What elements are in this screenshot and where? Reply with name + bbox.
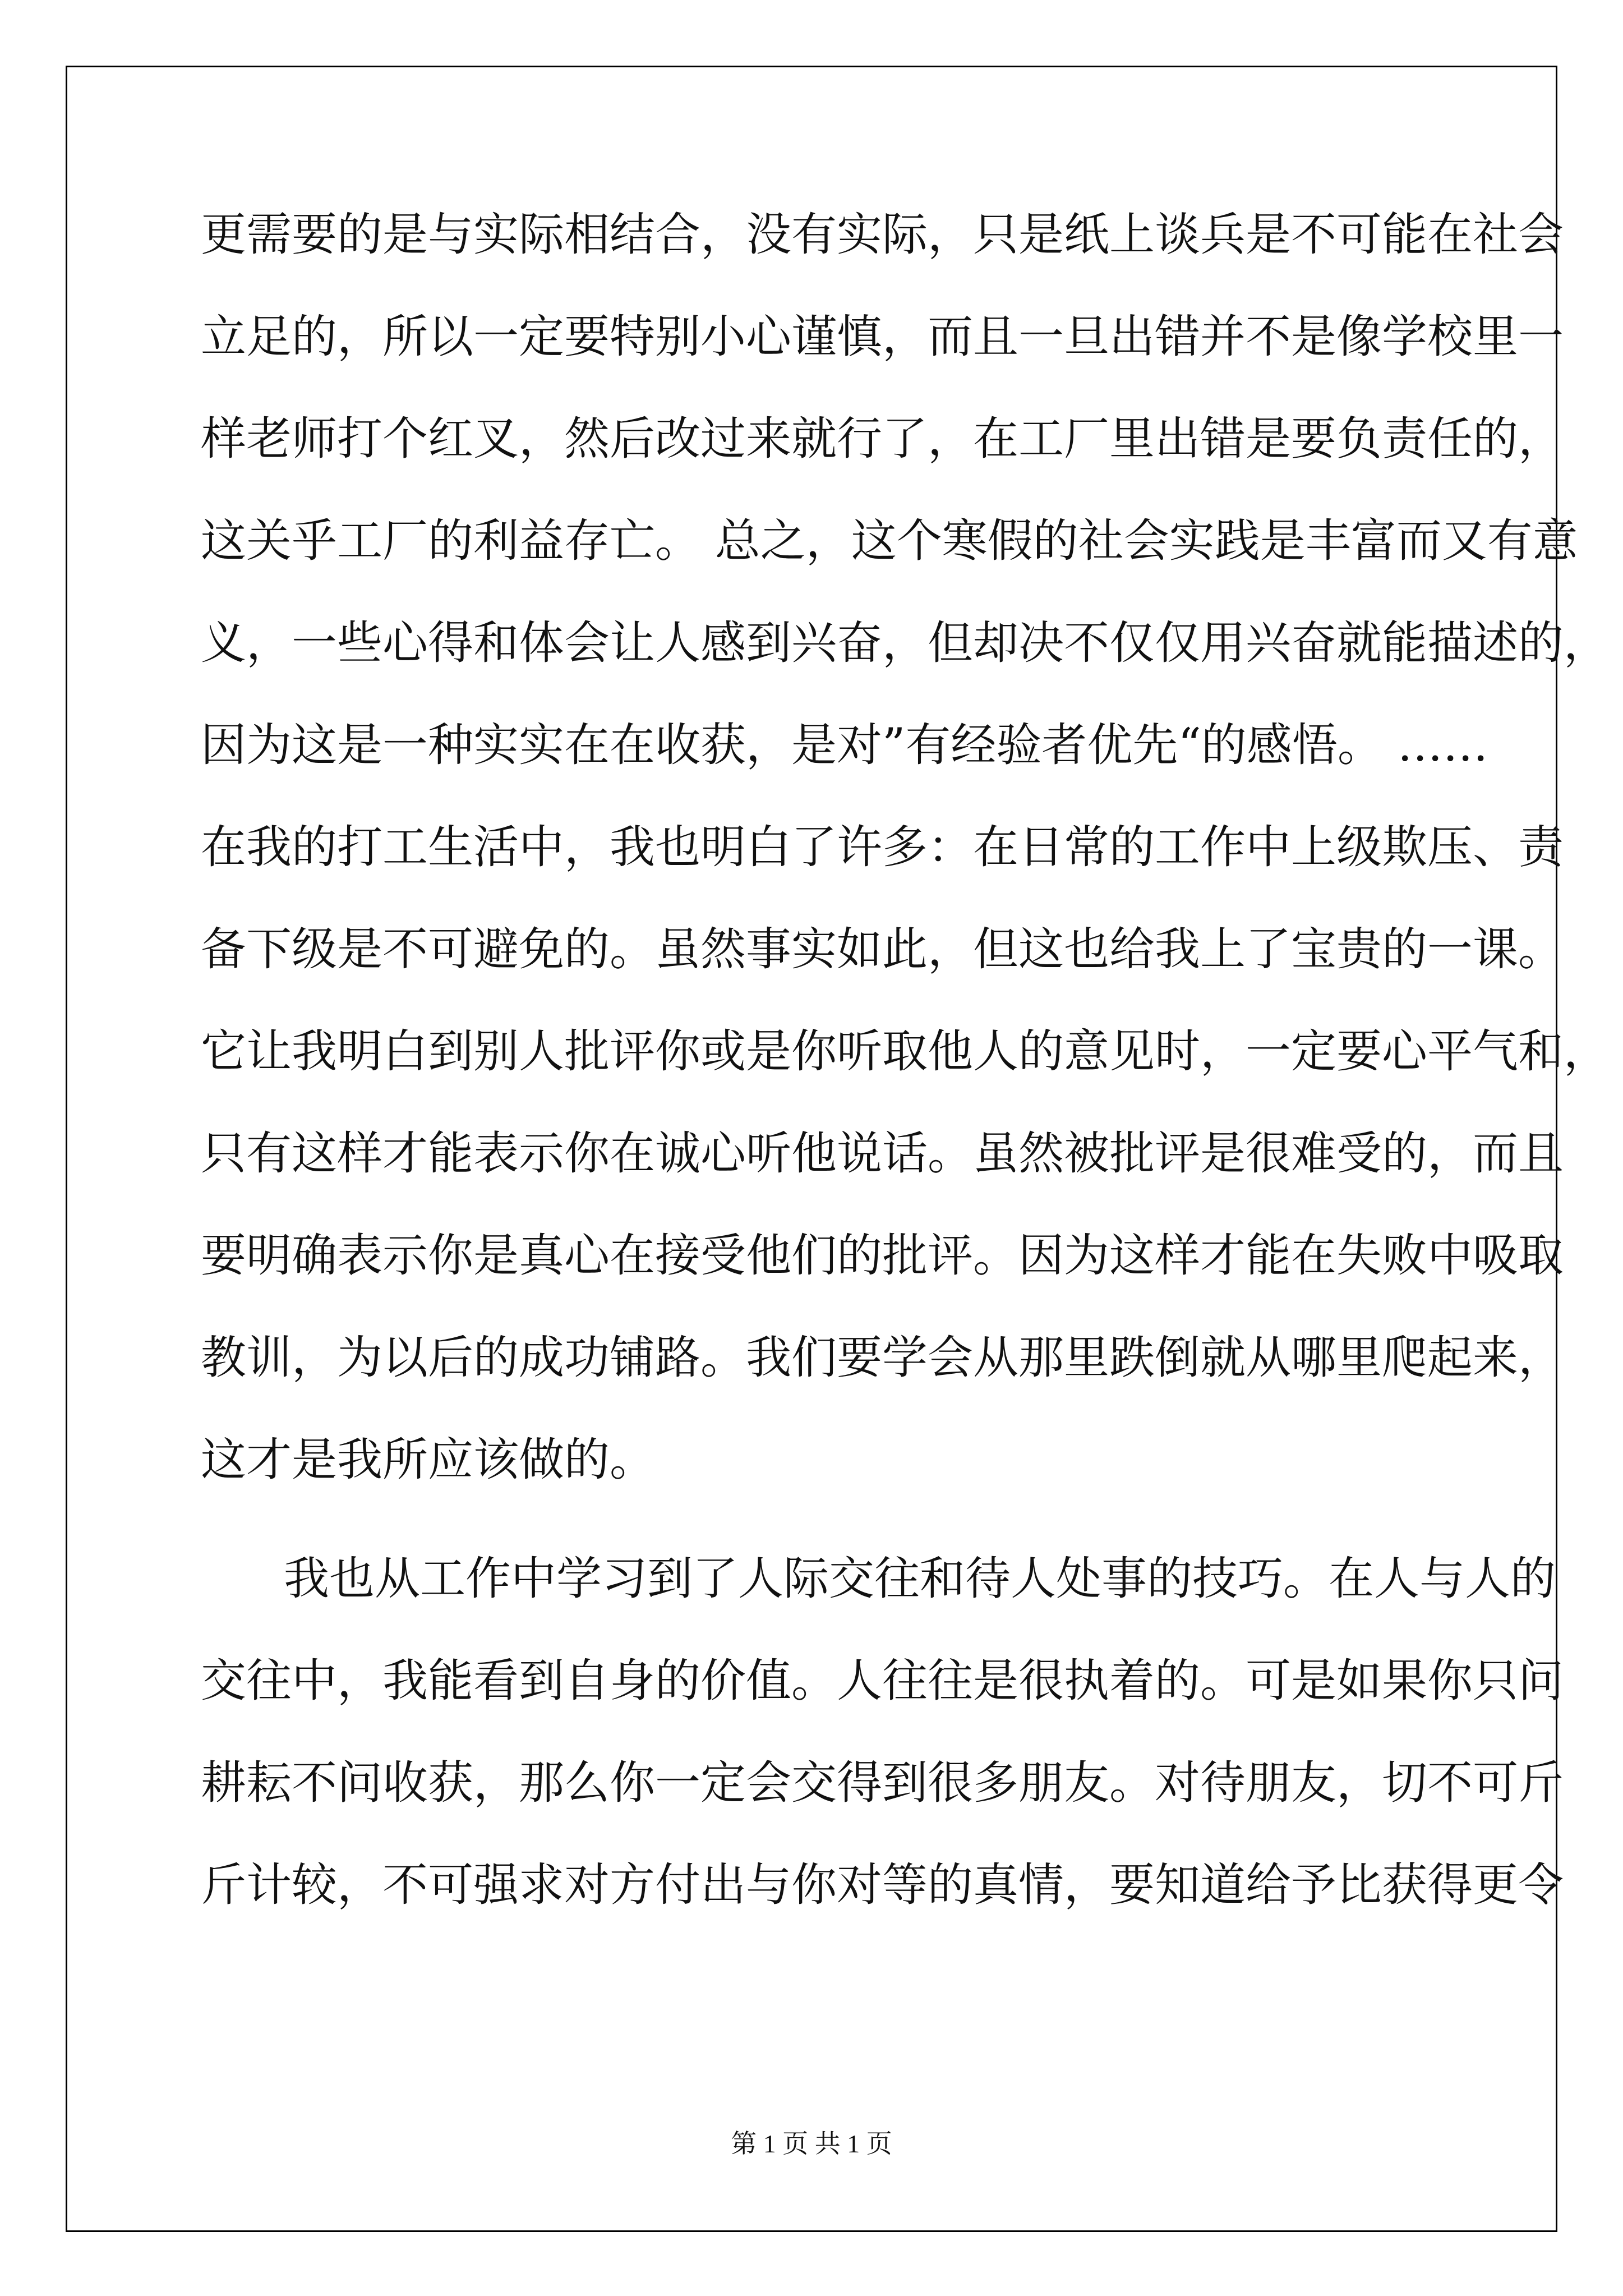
document-body [201,209,1610,1962]
text-line: 要明确表示你是真心在接受他们的批评。因为这样才能在失败中吸取 [201,1230,1564,1282]
page-footer: 第 1 页 共 1 页 [731,2129,892,2158]
text-line: 样老师打个红叉，然后改过来就行了，在工厂里出错是要负责任的， [201,413,1564,466]
text-line: 斤计较，不可强求对方付出与你对等的真情，要知道给予比获得更令 [201,1859,1564,1912]
paragraph-gap [201,1537,1435,1554]
text-line: 义，一些心得和体会让人感到兴奋，但却决不仅仅用兴奋就能描述的， [201,617,1610,670]
text-line: 只有这样才能表示你在诚心听他说话。虽然被批评是很难受的，而且 [201,1128,1564,1180]
text-line: 这关乎工厂的利益存亡。 总之，这个寒假的社会实践是丰富而又有意 [201,515,1578,568]
text-line: 教训，为以后的成功铺路。我们要学会从那里跌倒就从哪里爬起来， [201,1332,1564,1384]
text-line: 它让我明白到别人批评你或是你听取他人的意见时，一定要心平气和， [201,1025,1610,1078]
text-line: 耕耘不问收获，那么你一定会交得到很多朋友。对待朋友，切不可斤 [201,1757,1564,1810]
text-line: 这才是我所应该做的。 [201,1434,656,1487]
text-line: 在我的打工生活中，我也明白了许多：在日常的工作中上级欺压、责 [201,821,1564,874]
text-line: 交往中，我能看到自身的价值。人往往是很执着的。可是如果你只问 [201,1655,1564,1708]
text-line: 因为这是一种实实在在收获，是对”有经验者优先“的感悟。 …… [201,719,1488,772]
text-line: 更需要的是与实际相结合，没有实际，只是纸上谈兵是不可能在社会 [201,209,1564,261]
text-line: 立足的，所以一定要特别小心谨慎，而且一旦出错并不是像学校里一 [201,311,1564,364]
text-line: 备下级是不可避免的。虽然事实如此，但这也给我上了宝贵的一课。 [201,923,1564,976]
text-line: 我也从工作中学习到了人际交往和待人处事的技巧。在人与人的 [284,1553,1556,1605]
